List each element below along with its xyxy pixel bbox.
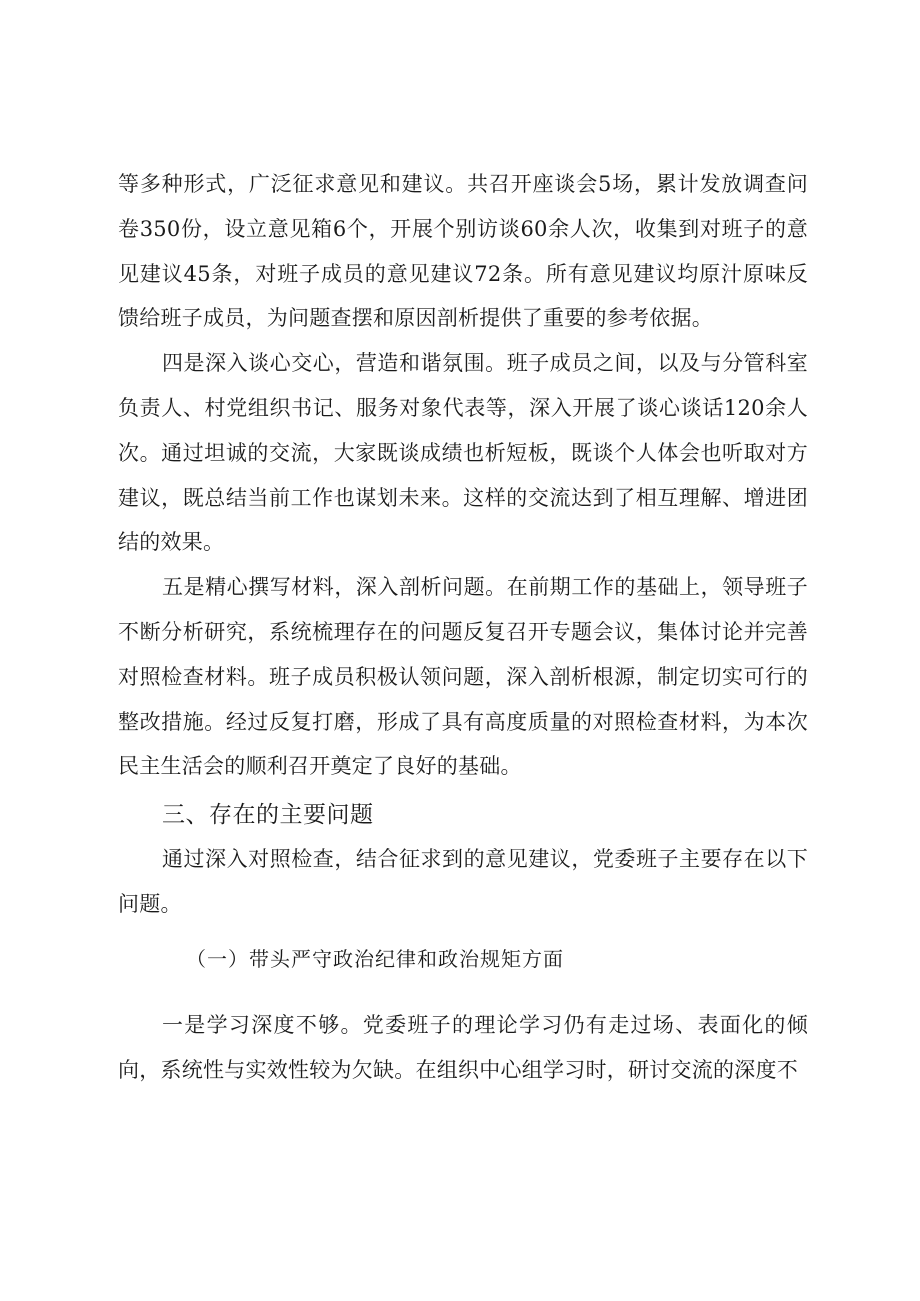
section-intro: 通过深入对照检查，结合征求到的意见建议，党委班子主要存在以下问题。 xyxy=(118,847,808,916)
subsection-heading: （一）带头严守政治纪律和政治规矩方面 xyxy=(186,946,564,971)
section-heading: 三、存在的主要问题 xyxy=(162,802,374,829)
document-body xyxy=(118,162,808,1092)
paragraph-material-preparation: 五是精心撰写材料，深入剖析问题。在前期工作的基础上，领导班子不断分析研究，系统梳理存在的问题反复召开专题会议，集体讨论并完善对照检查材料。班子成员积极认领问题，深入剖析根源，制定切实可行的整改措施。经过反复打磨，形成了具有高度质量的对照检查材料，为本次民主生活会的顺利召开奠定了良好的基础。 xyxy=(118,575,808,779)
paragraph-feedback-collection: 等多种形式，广泛征求意见和建议。共召开座谈会5场，累计发放调查问卷350份，设立意见箱6个，开展个别访谈60余人次，收集到对班子的意见建议45条，对班子成员的意见建议72条。所有意见建议均原汁原味反馈给班子成员，为问题查摆和原因剖析提供了重要的参考依据。 xyxy=(118,172,808,331)
paragraph-study-depth: 一是学习深度不够。党委班子的理论学习仍有走过场、表面化的倾向，系统性与实效性较为欠缺。在组织中心组学习时，研讨交流的深度不 xyxy=(118,1012,808,1082)
paragraph-heart-to-heart-talks: 四是深入谈心交心，营造和谐氛围。班子成员之间，以及与分管科室负责人、村党组织书记、服务对象代表等，深入开展了谈心谈话120余人次。通过坦诚的交流，大家既谈成绩也析短板，既谈个人体会也听取对方建议，既总结当前工作也谋划未来。这样的交流达到了相互理解、增进团结的效果。 xyxy=(118,351,808,555)
